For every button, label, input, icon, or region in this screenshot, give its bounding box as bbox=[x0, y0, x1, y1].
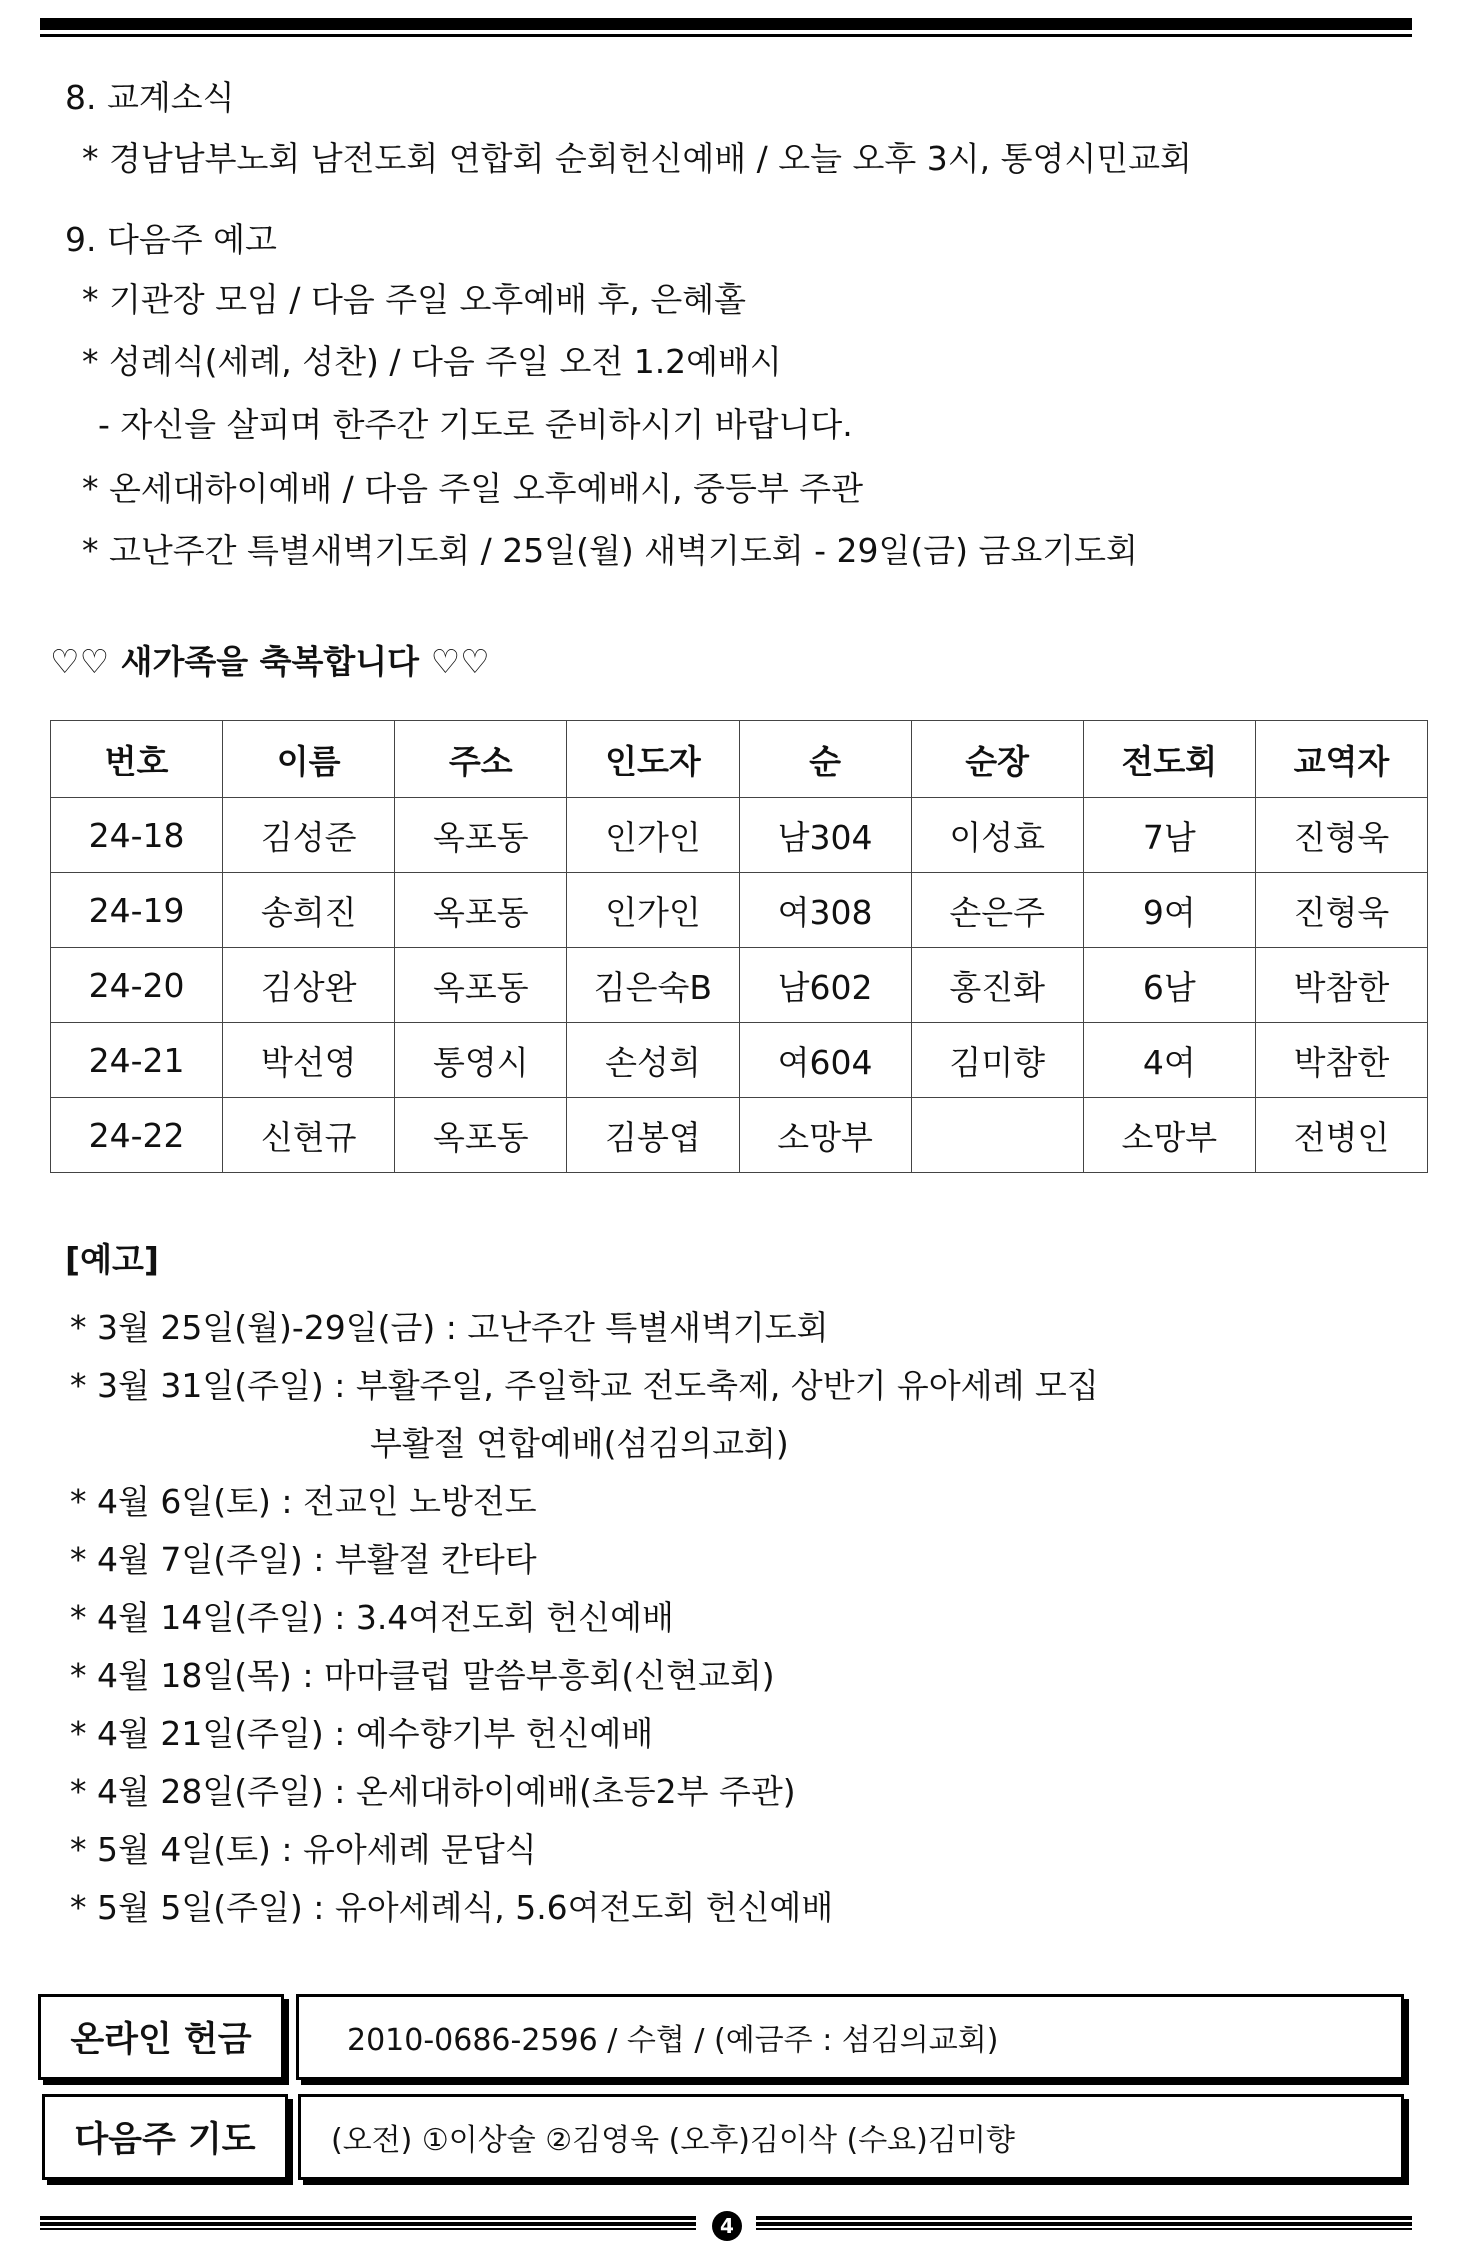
notice-title: [예고] bbox=[65, 1240, 159, 1279]
table-cell: 4여 bbox=[1083, 1023, 1255, 1098]
table-cell: 진형욱 bbox=[1255, 873, 1427, 948]
table-cell: 남304 bbox=[739, 798, 911, 873]
table-cell: 박선영 bbox=[223, 1023, 395, 1098]
next-week-item: * 기관장 모임 / 다음 주일 오후예배 후, 은혜홀 bbox=[82, 280, 746, 319]
notice-item: * 4월 28일(주일) : 온세대하이예배(초등2부 주관) bbox=[70, 1772, 796, 1811]
table-cell: 박참한 bbox=[1255, 948, 1427, 1023]
table-cell: 박참한 bbox=[1255, 1023, 1427, 1098]
column-header: 번호 bbox=[51, 721, 223, 798]
notice-item: * 3월 31일(주일) : 부활주일, 주일학교 전도축제, 상반기 유아세례 모집 bbox=[70, 1366, 1099, 1405]
table-cell: 9여 bbox=[1083, 873, 1255, 948]
table-cell: 7남 bbox=[1083, 798, 1255, 873]
table-row bbox=[51, 798, 1428, 873]
next-week-item: - 자신을 살피며 한주간 기도로 준비하시기 바랍니다. bbox=[98, 405, 853, 444]
table-cell: 김성준 bbox=[223, 798, 395, 873]
table-cell bbox=[911, 1098, 1083, 1173]
table-cell: 옥포동 bbox=[395, 1098, 567, 1173]
table-cell: 여604 bbox=[739, 1023, 911, 1098]
notice-item: * 3월 25일(월)-29일(금) : 고난주간 특별새벽기도회 bbox=[70, 1308, 829, 1347]
notice-item: * 5월 4일(토) : 유아세례 문답식 bbox=[70, 1830, 537, 1869]
table-cell: 6남 bbox=[1083, 948, 1255, 1023]
table-cell: 김상완 bbox=[223, 948, 395, 1023]
table-cell: 소망부 bbox=[739, 1098, 911, 1173]
table-cell: 홍진화 bbox=[911, 948, 1083, 1023]
table-cell: 인가인 bbox=[567, 873, 739, 948]
church-news-item: * 경남남부노회 남전도회 연합회 순회헌신예배 / 오늘 오후 3시, 통영시민교회 bbox=[82, 139, 1192, 178]
online-offering-label: 온라인 헌금 bbox=[38, 1994, 284, 2080]
table-cell: 손성희 bbox=[567, 1023, 739, 1098]
table-cell: 신현규 bbox=[223, 1098, 395, 1173]
column-header: 전도회 bbox=[1083, 721, 1255, 798]
table-cell: 소망부 bbox=[1083, 1098, 1255, 1173]
table-cell: 이성효 bbox=[911, 798, 1083, 873]
table-cell: 24-19 bbox=[51, 873, 223, 948]
table-cell: 송희진 bbox=[223, 873, 395, 948]
notice-item: * 5월 5일(주일) : 유아세례식, 5.6여전도회 헌신예배 bbox=[70, 1888, 834, 1927]
notice-item: * 4월 21일(주일) : 예수향기부 헌신예배 bbox=[70, 1714, 654, 1753]
table-cell: 여308 bbox=[739, 873, 911, 948]
table-cell: 24-22 bbox=[51, 1098, 223, 1173]
next-week-item: * 고난주간 특별새벽기도회 / 25일(월) 새벽기도회 - 29일(금) 금요기도회 bbox=[82, 531, 1138, 570]
table-cell: 24-18 bbox=[51, 798, 223, 873]
table-cell: 통영시 bbox=[395, 1023, 567, 1098]
table-cell: 김은숙B bbox=[567, 948, 739, 1023]
heart-icon: ♡♡ bbox=[50, 642, 110, 681]
new-family-title bbox=[50, 640, 490, 684]
table-cell: 옥포동 bbox=[395, 798, 567, 873]
table-cell: 손은주 bbox=[911, 873, 1083, 948]
notice-item: 부활절 연합예배(섬김의교회) bbox=[370, 1424, 789, 1463]
notice-item: * 4월 6일(토) : 전교인 노방전도 bbox=[70, 1482, 537, 1521]
notice-item: * 4월 7일(주일) : 부활절 칸타타 bbox=[70, 1540, 537, 1579]
table-row bbox=[51, 873, 1428, 948]
table-row bbox=[51, 1098, 1428, 1173]
next-prayer-label: 다음주 기도 bbox=[42, 2094, 288, 2180]
table-cell: 옥포동 bbox=[395, 948, 567, 1023]
new-family-title-text: 새가족을 축복합니다 bbox=[120, 642, 420, 681]
table-cell: 인가인 bbox=[567, 798, 739, 873]
notice-item: * 4월 14일(주일) : 3.4여전도회 헌신예배 bbox=[70, 1598, 674, 1637]
page-number: 4 bbox=[712, 2211, 742, 2241]
table-header-row bbox=[51, 721, 1428, 798]
table-cell: 김봉엽 bbox=[567, 1098, 739, 1173]
next-week-item: * 성례식(세례, 성찬) / 다음 주일 오전 1.2예배시 bbox=[82, 342, 782, 381]
column-header: 주소 bbox=[395, 721, 567, 798]
notice-item: * 4월 18일(목) : 마마클럽 말씀부흥회(신현교회) bbox=[70, 1656, 775, 1695]
column-header: 순 bbox=[739, 721, 911, 798]
column-header: 이름 bbox=[223, 721, 395, 798]
table-cell: 24-21 bbox=[51, 1023, 223, 1098]
next-week-item: * 온세대하이예배 / 다음 주일 오후예배시, 중등부 주관 bbox=[82, 469, 863, 508]
table-row bbox=[51, 1023, 1428, 1098]
next-week-title: 9. 다음주 예고 bbox=[65, 220, 277, 259]
table-cell: 24-20 bbox=[51, 948, 223, 1023]
top-rule bbox=[40, 18, 1412, 37]
table-row bbox=[51, 948, 1428, 1023]
table-cell: 김미향 bbox=[911, 1023, 1083, 1098]
church-news-title: 8. 교계소식 bbox=[65, 78, 235, 117]
table-cell: 남602 bbox=[739, 948, 911, 1023]
next-prayer-names: (오전) ①이상술 ②김영욱 (오후)김이삭 (수요)김미향 bbox=[298, 2094, 1404, 2180]
table-cell: 진형욱 bbox=[1255, 798, 1427, 873]
online-offering-account: 2010-0686-2596 / 수협 / (예금주 : 섬김의교회) bbox=[296, 1994, 1404, 2080]
column-header: 인도자 bbox=[567, 721, 739, 798]
table-cell: 옥포동 bbox=[395, 873, 567, 948]
column-header: 순장 bbox=[911, 721, 1083, 798]
column-header: 교역자 bbox=[1255, 721, 1427, 798]
new-family-table bbox=[50, 720, 1428, 1173]
heart-icon: ♡♡ bbox=[430, 642, 490, 681]
table-cell: 전병인 bbox=[1255, 1098, 1427, 1173]
